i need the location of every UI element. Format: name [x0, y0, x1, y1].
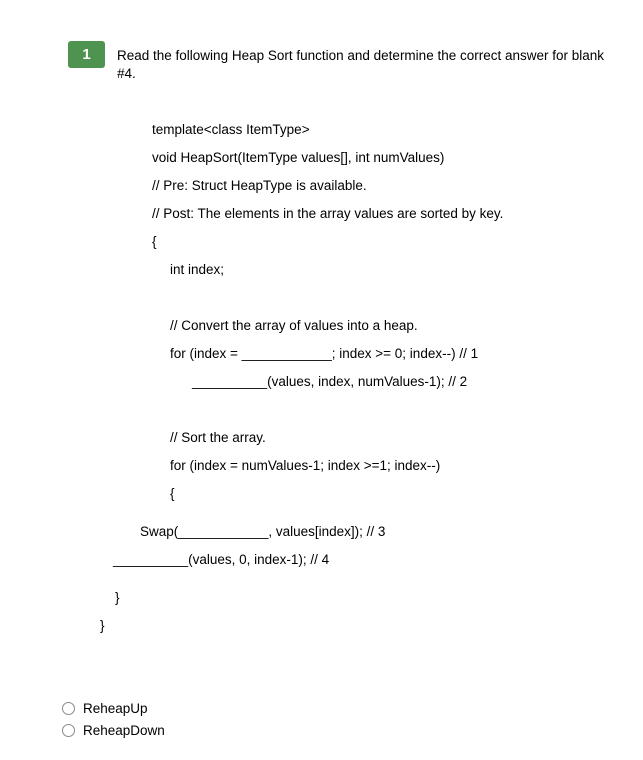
code-line-pre-comment: // Pre: Struct HeapType is available. — [152, 178, 367, 193]
code-line-for-sort: for (index = numValues-1; index >=1; index--) — [170, 458, 441, 473]
question-header — [68, 41, 623, 83]
code-line-signature: void HeapSort(ItemType values[], int numValues) — [152, 150, 445, 165]
answer-options — [62, 697, 165, 741]
code-line-int-index: int index; — [170, 262, 225, 277]
code-blank-line — [0, 284, 643, 312]
option-reheapup[interactable] — [62, 697, 165, 719]
option-label: ReheapUp — [83, 700, 148, 716]
code-blank-line — [0, 574, 643, 584]
code-line-for-blank1: for (index = ____________; index >= 0; index--) // 1 — [170, 346, 479, 361]
quiz-page — [0, 41, 643, 760]
code-line-inner-close-brace: } — [115, 590, 120, 605]
code-line-post-comment: // Post: The elements in the array values are sorted by key. — [152, 206, 504, 221]
code-line-blank2-call: __________(values, index, numValues-1); // 2 — [192, 374, 468, 389]
option-label: ReheapDown — [83, 722, 165, 738]
code-line-open-brace: { — [152, 234, 157, 249]
question-number-badge: 1 — [68, 41, 105, 68]
code-line-blank4-call: __________(values, 0, index-1); // 4 — [113, 552, 330, 567]
code-line-swap-blank3: Swap(____________, values[index]); // 3 — [140, 524, 386, 539]
code-line-convert-comment: // Convert the array of values into a heap. — [170, 318, 418, 333]
radio-button-icon[interactable] — [62, 702, 75, 715]
code-line-sort-comment: // Sort the array. — [170, 430, 266, 445]
code-blank-line — [0, 396, 643, 424]
code-line-template: template<class ItemType> — [152, 122, 310, 137]
radio-button-icon[interactable] — [62, 724, 75, 737]
code-line-inner-open-brace: { — [170, 486, 175, 501]
question-text: Read the following Heap Sort function and determine the correct answer for blank #4. — [117, 48, 605, 81]
option-reheapdown[interactable] — [62, 719, 165, 741]
code-block — [0, 116, 643, 640]
code-blank-line — [0, 508, 643, 518]
code-line-close-brace: } — [100, 618, 105, 633]
